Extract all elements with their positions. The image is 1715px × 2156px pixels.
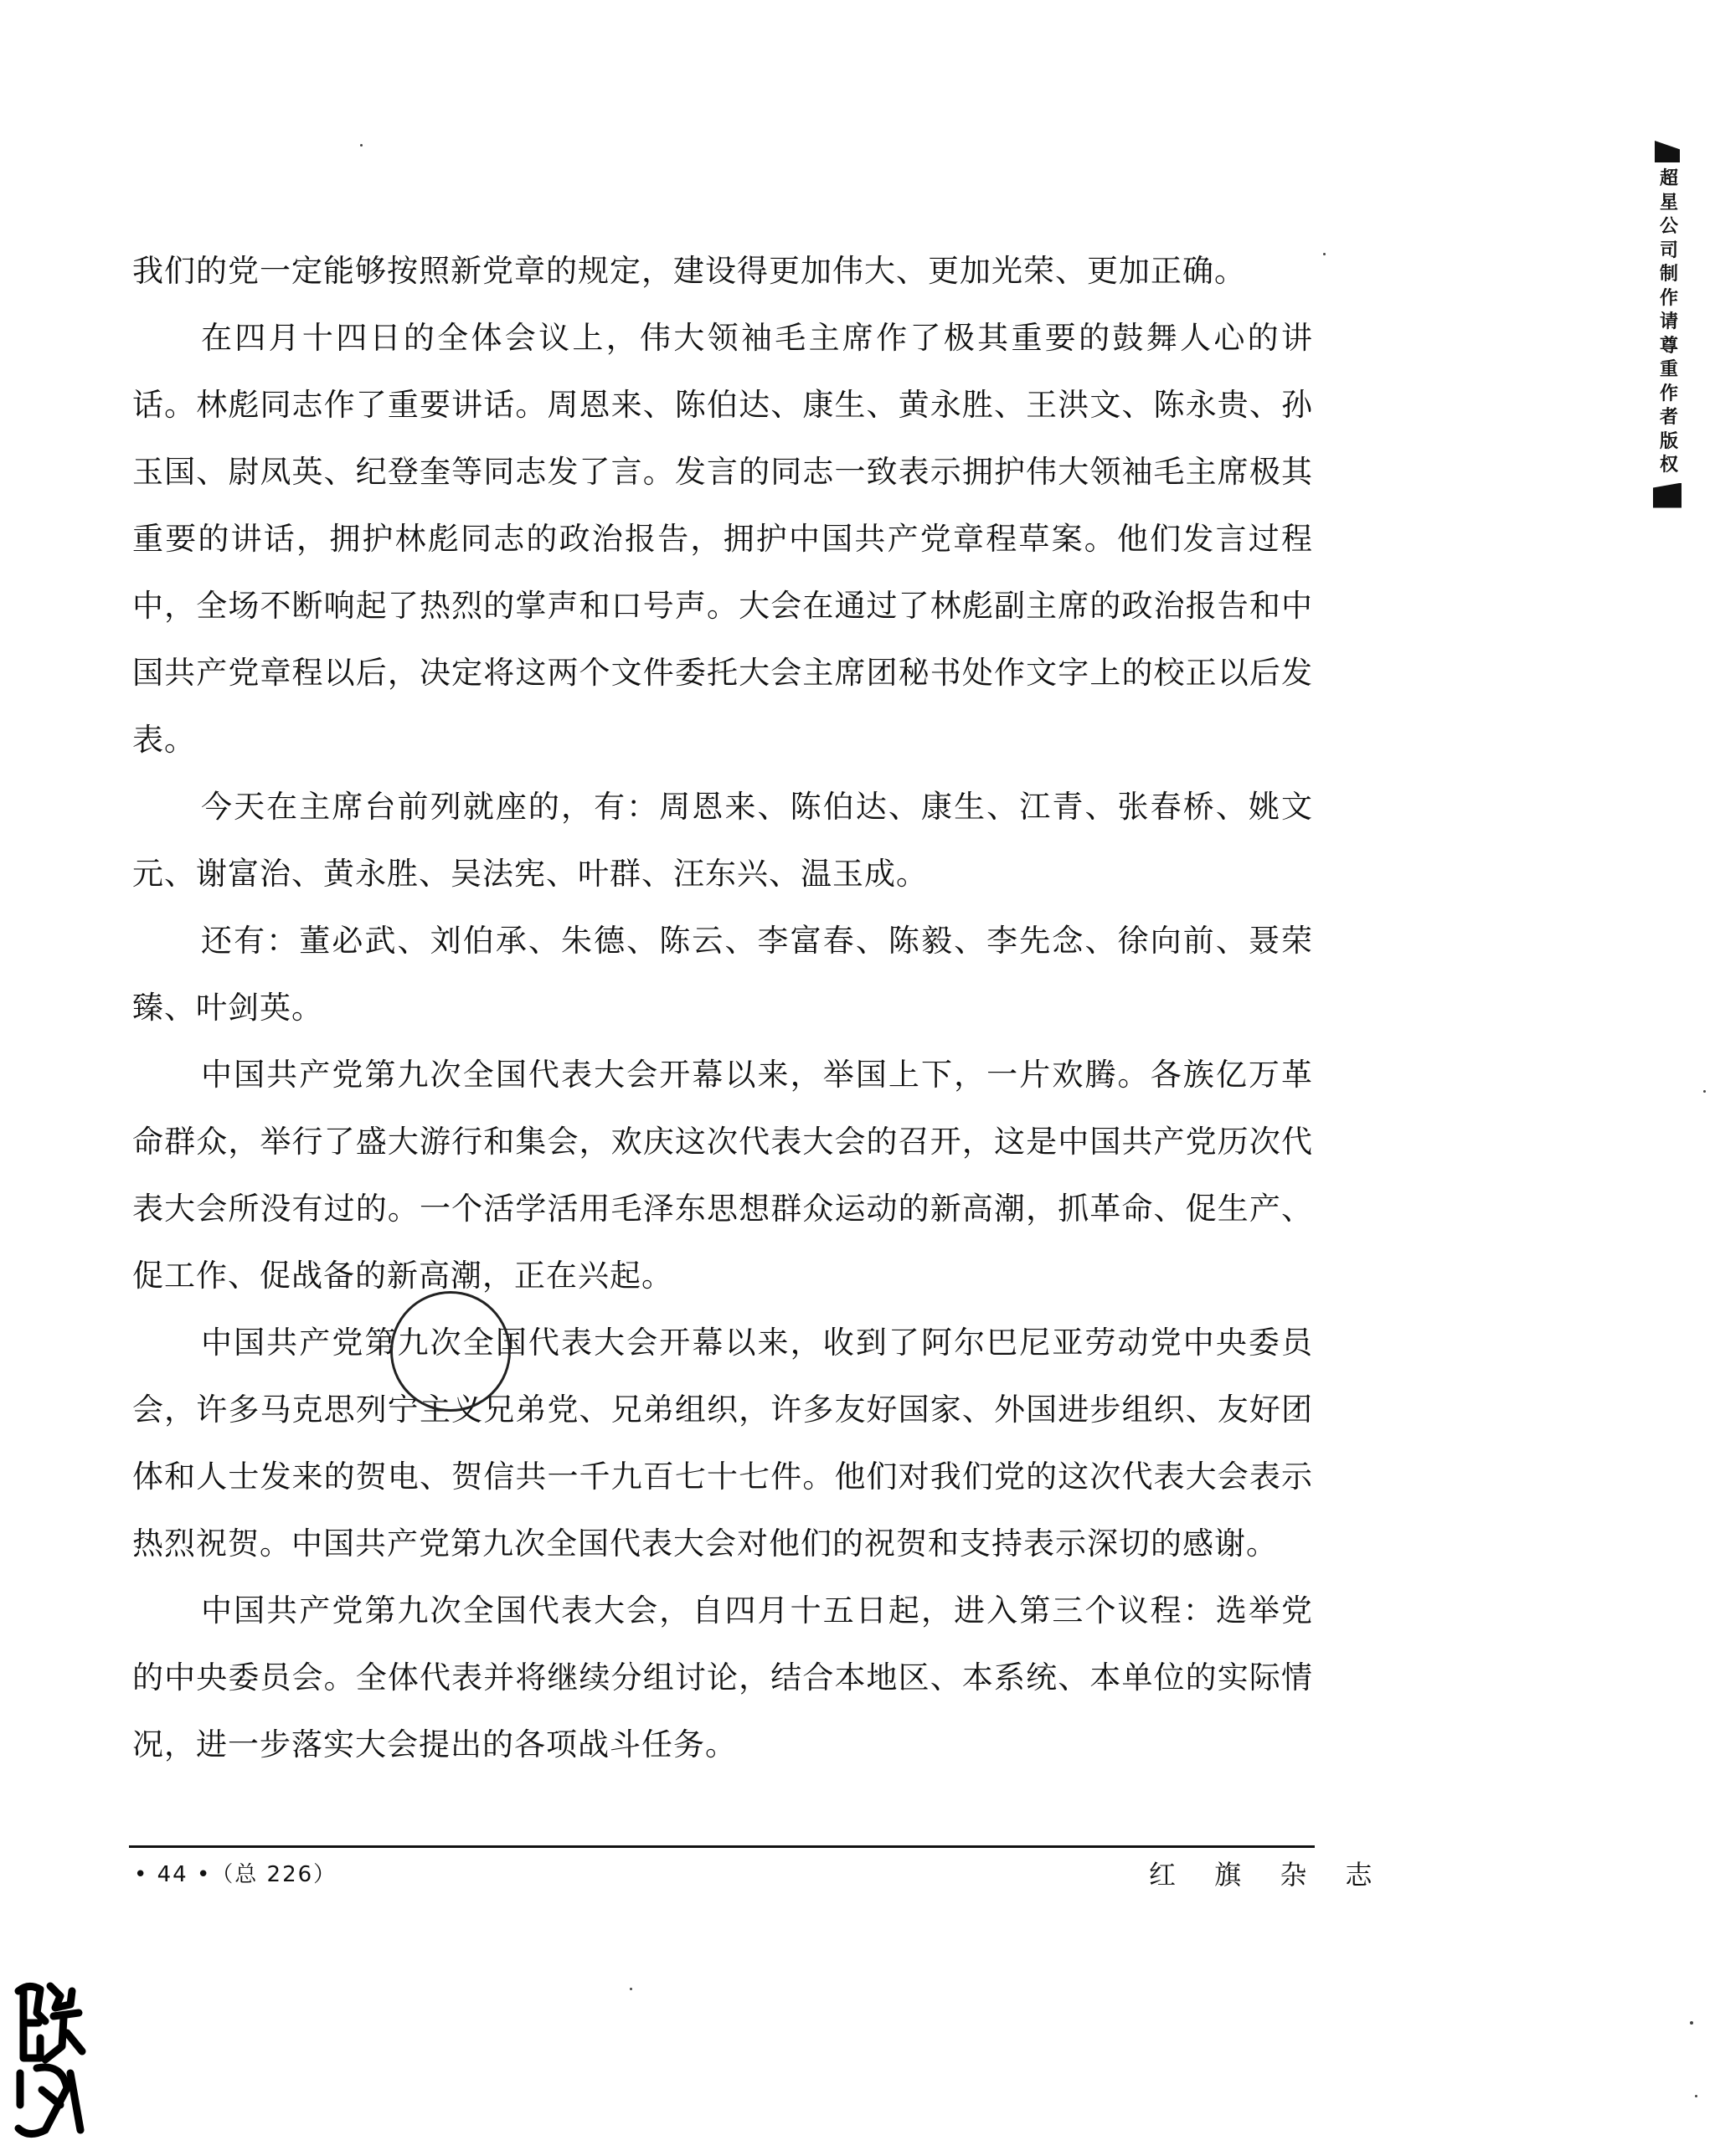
paragraph-2: 在四月十四日的全体会议上，伟大领袖毛主席作了极其重要的鼓舞人心的讲话。林彪同志作了重要讲话。周恩来、陈伯达、康生、黄永胜、王洪文、陈永贵、孙玉国、尉凤英、纪登奎等同志发了言。发言的同志一致表示拥护伟大领袖毛主席极其重要的讲话，拥护林彪同志的政治报告，拥护中国共产党章程草案。他们发言过程中，全场不断响起了热烈的掌声和口号声。大会在通过了林彪副主席的政治报告和中国共产党章程以后，决定将这两个文件委托大会主席团秘书处作文字上的校正以后发表。 [132, 320, 1313, 758]
paragraph-5: 中国共产党第九次全国代表大会开幕以来，举国上下，一片欢腾。各族亿万革命群众，举行了盛大游行和集会，欢庆这次代表大会的召开，这是中国共产党历次代表大会所没有过的。一个活学活用毛泽东思想群众运动的新高潮，抓革命、促生产、促工作、促战备的新高潮，正在兴起。 [132, 1057, 1313, 1294]
scan-speck [1690, 2021, 1693, 2025]
page-number: • 44 •（总 226） [134, 1862, 337, 1887]
scan-speck [1695, 2095, 1697, 2097]
circle-mark [390, 1291, 511, 1412]
seal-stamp [12, 1979, 87, 2147]
paragraph-1: 我们的党一定能够按照新党章的规定，建设得更加伟大、更加光荣、更加正确。 [132, 253, 1246, 289]
scan-speck [1703, 1090, 1706, 1093]
footer-rule [129, 1845, 1315, 1848]
watermark-text: 超星公司制作请尊重作者版权 [1659, 168, 1678, 476]
paragraph-6: 中国共产党第九次全国代表大会开幕以来，收到了阿尔巴尼亚劳动党中央委员会，许多马克思列宁主义兄弟党、兄弟组织，许多友好国家、外国进步组织、友好团体和人士发来的贺电、贺信共一千九百七十七件。他们对我们党的这次代表大会表示热烈祝贺。中国共产党第九次全国代表大会对他们的祝贺和支持表示深切的感谢。 [132, 1325, 1313, 1562]
scan-speck [630, 1988, 632, 1990]
paragraph-4: 还有：董必武、刘伯承、朱德、陈云、李富春、陈毅、李先念、徐向前、聂荣臻、叶剑英。 [132, 923, 1313, 1026]
paragraph-7: 中国共产党第九次全国代表大会，自四月十五日起，进入第三个议程：选举党的中央委员会。全体代表并将继续分组讨论，结合本地区、本系统、本单位的实际情况，进一步落实大会提出的各项战斗任务。 [132, 1593, 1313, 1762]
side-watermark [1651, 141, 1688, 508]
paragraph-3: 今天在主席台前列就座的，有：周恩来、陈伯达、康生、江青、张春桥、姚文元、谢富治、黄永胜、吴法宪、叶群、汪东兴、温玉成。 [132, 789, 1313, 892]
watermark-top-bar [1655, 141, 1680, 162]
article-body [132, 238, 1313, 1778]
scan-speck [1323, 253, 1326, 255]
scan-speck [360, 144, 363, 147]
watermark-bottom-bar [1653, 483, 1682, 508]
journal-name: 红 旗 杂 志 [1149, 1859, 1388, 1891]
